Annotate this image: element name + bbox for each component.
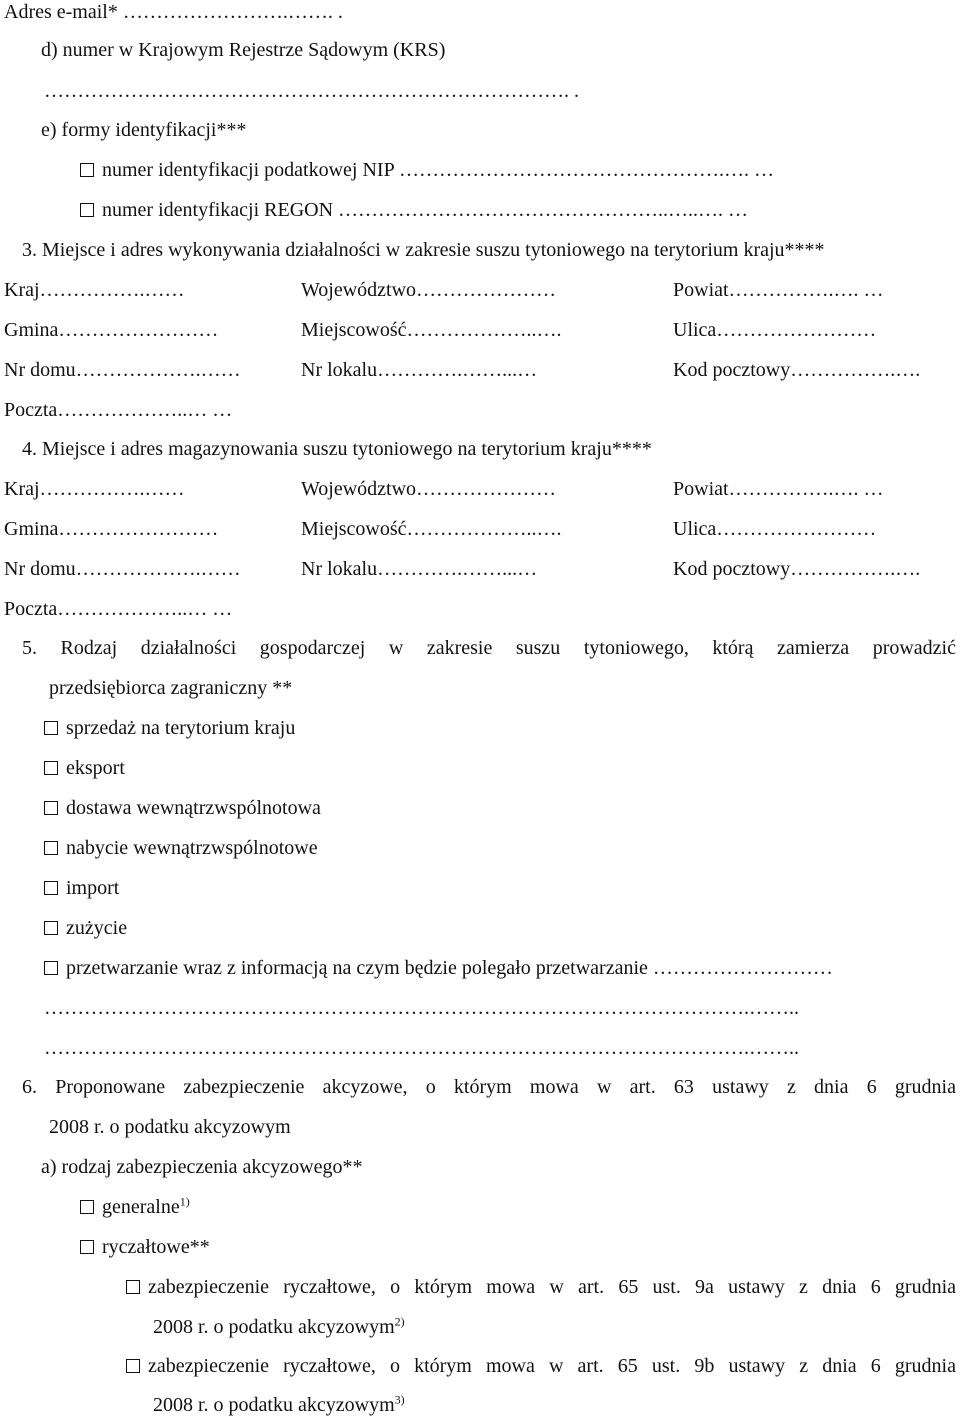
s3-ulica: Ulica……………………: [673, 319, 877, 341]
generalne-checkbox[interactable]: [80, 1200, 94, 1214]
section5-title-line1: 5. Rodzaj działalności gospodarczej w zakresie suszu tytoniowego, którą zamierza prowadzić: [22, 637, 956, 659]
sprzedaz-checkbox[interactable]: [44, 721, 58, 735]
s3-nr-domu: Nr domu……………….……: [4, 359, 241, 381]
ryczalt-9b-footnote: 3): [394, 1392, 405, 1407]
ryczalt-9b-line2-text: 2008 r. o podatku akcyzowym: [153, 1394, 395, 1416]
przetwarzanie-label: przetwarzanie wraz z informacją na czym będzie polegało przetwarzanie ………………………: [66, 957, 833, 979]
generalne-footnote: 1): [179, 1194, 190, 1209]
nip-label: numer identyfikacji podatkowej NIP ………………………………………….…. …: [102, 159, 774, 181]
email-field-line: Adres e-mail* …………………….……. .: [4, 1, 343, 23]
ryczalt-9a-line2: [153, 1315, 405, 1339]
przetwarzanie-dots-1: …………………………………………………………………………………………….……..: [44, 997, 799, 1019]
s3-wojewodztwo: Województwo…………………: [301, 279, 557, 301]
dostawa-label: dostawa wewnątrzwspólnotowa: [66, 797, 321, 819]
eksport-label: eksport: [66, 757, 125, 779]
s4-wojewodztwo: Województwo…………………: [301, 478, 557, 500]
option-import[interactable]: [44, 876, 119, 900]
section3-title: 3. Miejsce i adres wykonywania działalności w zakresie suszu tytoniowego na terytorium kraju****: [22, 239, 825, 261]
ryczalt-9a-footnote: 2): [394, 1314, 405, 1329]
przetwarzanie-dots-2: …………………………………………………………………………………………….……..: [44, 1037, 799, 1059]
s4-nr-lokalu: Nr lokalu………….……...…: [301, 558, 538, 580]
ryczalt-9b-label: zabezpieczenie ryczałtowe, o którym mowa w art. 65 ust. 9b ustawy z dnia 6 grudnia: [148, 1355, 956, 1377]
option-przetwarzanie[interactable]: [44, 956, 833, 980]
s3-poczta: Poczta………………..… …: [4, 399, 233, 421]
ryczalt-9a-label: zabezpieczenie ryczałtowe, o którym mowa w art. 65 ust. 9a ustawy z dnia 6 grudnia: [148, 1276, 956, 1298]
s3-miejscowosc: Miejscowość………………..….: [301, 319, 562, 341]
section6-title-line2: 2008 r. o podatku akcyzowym: [49, 1116, 291, 1138]
eksport-checkbox[interactable]: [44, 761, 58, 775]
s4-miejscowosc: Miejscowość………………..….: [301, 518, 562, 540]
import-label: import: [66, 877, 120, 899]
option-dostawa[interactable]: [44, 796, 321, 820]
option-zuzycie[interactable]: [44, 916, 127, 940]
option-generalne[interactable]: [80, 1195, 190, 1219]
krs-label: d) numer w Krajowym Rejestrze Sądowym (KRS): [41, 39, 446, 61]
sprzedaz-label: sprzedaż na terytorium kraju: [66, 717, 296, 739]
ryczalt-9b-checkbox[interactable]: [126, 1359, 140, 1373]
option-sprzedaz[interactable]: [44, 716, 295, 740]
s4-kod-pocztowy: Kod pocztowy…………….….: [673, 558, 921, 580]
dostawa-checkbox[interactable]: [44, 801, 58, 815]
regon-option[interactable]: [80, 198, 748, 222]
s3-nr-lokalu: Nr lokalu………….……...…: [301, 359, 538, 381]
nabycie-checkbox[interactable]: [44, 841, 58, 855]
nip-checkbox[interactable]: [80, 163, 94, 177]
ryczalt-9b-line2: [153, 1393, 405, 1417]
section6-title-line1: 6. Proponowane zabezpieczenie akcyzowe, o którym mowa w art. 63 ustawy z dnia 6 grudnia: [22, 1076, 956, 1098]
ryczaltowe-checkbox[interactable]: [80, 1240, 94, 1254]
s4-poczta: Poczta………………..… …: [4, 598, 233, 620]
regon-checkbox[interactable]: [80, 203, 94, 217]
ryczaltowe-label: ryczałtowe**: [102, 1236, 210, 1258]
section5-title-line2: przedsiębiorca zagraniczny **: [49, 677, 293, 699]
ident-label: e) formy identyfikacji***: [41, 119, 247, 141]
s3-powiat: Powiat…………….…. …: [673, 279, 884, 301]
s4-kraj: Kraj…………….……: [4, 478, 185, 500]
s3-kraj: Kraj…………….……: [4, 279, 185, 301]
s3-kod-pocztowy: Kod pocztowy…………….….: [673, 359, 921, 381]
zuzycie-label: zużycie: [66, 917, 128, 939]
s3-gmina: Gmina……………………: [4, 319, 219, 341]
nip-option[interactable]: [80, 158, 774, 182]
sub-a-label: a) rodzaj zabezpieczenia akcyzowego**: [41, 1156, 363, 1178]
regon-label: numer identyfikacji REGON …………………………………………..…..…. …: [102, 199, 749, 221]
s4-nr-domu: Nr domu……………….……: [4, 558, 241, 580]
option-nabycie[interactable]: [44, 836, 318, 860]
s4-gmina: Gmina……………………: [4, 518, 219, 540]
zuzycie-checkbox[interactable]: [44, 921, 58, 935]
ryczalt-9a-checkbox[interactable]: [126, 1280, 140, 1294]
option-ryczaltowe[interactable]: [80, 1235, 210, 1259]
ryczalt-9a-line2-text: 2008 r. o podatku akcyzowym: [153, 1316, 395, 1338]
generalne-label: generalne: [102, 1196, 180, 1218]
nabycie-label: nabycie wewnątrzwspólnotowe: [66, 837, 318, 859]
option-ryczalt-9b[interactable]: [126, 1354, 956, 1378]
s4-powiat: Powiat…………….…. …: [673, 478, 884, 500]
przetwarzanie-checkbox[interactable]: [44, 961, 58, 975]
import-checkbox[interactable]: [44, 881, 58, 895]
option-eksport[interactable]: [44, 756, 125, 780]
s4-ulica: Ulica……………………: [673, 518, 877, 540]
option-ryczalt-9a[interactable]: [126, 1275, 956, 1299]
krs-dots: ……………………………………………………………………. .: [44, 80, 579, 102]
section4-title: 4. Miejsce i adres magazynowania suszu tytoniowego na terytorium kraju****: [22, 438, 652, 460]
